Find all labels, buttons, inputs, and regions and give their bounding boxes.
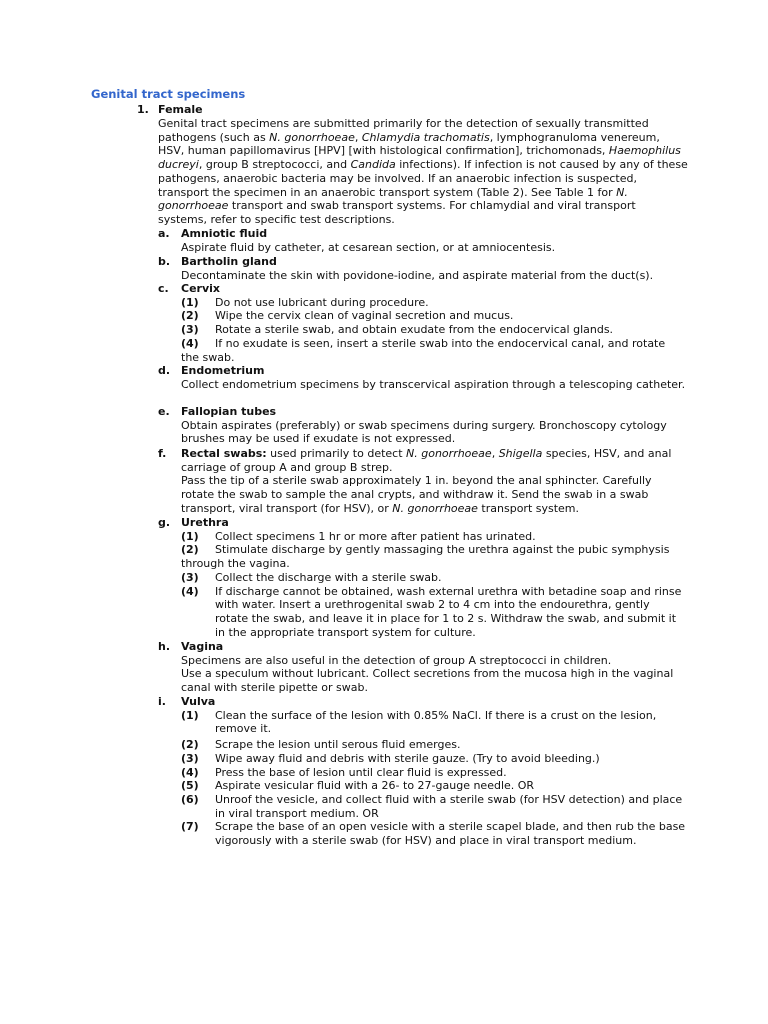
italic-term: N. gonorrhoeae	[406, 447, 492, 460]
sub-step-text: Unroof the vesicle, and collect fluid with a sterile swab (for HSV detection) and place in viral transport medium. OR	[215, 792, 683, 820]
text-run: Decontaminate the skin with povidone-iodine, and aspirate material from the duct(s).	[181, 268, 654, 282]
sub-step-text: Collect specimens 1 hr or more after patient has urinated.	[215, 529, 536, 543]
specimen-item	[158, 405, 688, 446]
item-title: Bartholin gland	[181, 255, 277, 268]
sub-step-text: Scrape the base of an open vesicle with a sterile scapel blade, and then rub the base vigorously with a sterile swab (for HSV) and place in viral transport medium.	[215, 820, 686, 848]
text-run: ,	[354, 130, 362, 144]
sub-step	[181, 752, 686, 766]
text-run: , lymphogranuloma venereum, HSV, human papillomavirus [HPV] [with histological confirmation], trichomonads,	[158, 130, 660, 158]
text-run: Pass the tip of a sterile swab approximately 1 in. beyond the anal sphincter. Carefully rotate the swab to sample the anal crypts, and withdraw it. Send the swab in a swab transport, viral transport (for HSV), or	[181, 474, 652, 515]
sub-step-number: (3)	[181, 323, 199, 337]
item-title-line	[181, 282, 688, 296]
specimen-item	[158, 282, 688, 364]
intro-paragraph	[158, 117, 688, 227]
specimen-item	[158, 364, 688, 391]
sub-step	[181, 820, 686, 847]
sub-step	[181, 709, 686, 736]
sub-step-number: (3)	[181, 570, 199, 584]
text-run: transport and swab transport systems. For chlamydial and viral transport systems, refer to specific test descriptions.	[158, 199, 636, 226]
italic-term: Shigella	[498, 447, 543, 460]
sub-step-number: (1)	[181, 708, 199, 722]
item-letter: c.	[158, 282, 169, 295]
specimen-item	[158, 640, 688, 695]
item-letter: g.	[158, 516, 171, 529]
item-title-line	[181, 516, 688, 530]
italic-term: Chlamydia trachomatis	[361, 130, 490, 144]
item-title-line	[181, 695, 688, 709]
sub-step	[181, 337, 686, 364]
item-title: Cervix	[181, 282, 220, 295]
sub-step-number: (4)	[181, 336, 199, 350]
text-run: species, HSV, and anal carriage of group A and group B strep.	[181, 447, 672, 474]
item-letter: d.	[158, 364, 171, 377]
text-run: transport system.	[477, 501, 580, 515]
sub-step-text: Aspirate vesicular fluid with a 26- to 27-gauge needle. OR	[215, 779, 535, 793]
sub-step-text: Clean the surface of the lesion with 0.85% NaCl. If there is a crust on the lesion, remove it.	[215, 708, 657, 736]
item-letter: h.	[158, 640, 171, 653]
item-title: Urethra	[181, 516, 229, 529]
item-title-line	[181, 447, 688, 474]
item-letter: a.	[158, 227, 170, 240]
sub-step-text: Scrape the lesion until serous fluid emerges.	[215, 738, 461, 752]
sub-step	[181, 738, 686, 752]
item-title: Amniotic fluid	[181, 227, 268, 240]
sub-step	[181, 296, 686, 310]
item-title: Endometrium	[181, 364, 265, 377]
sub-step-text: Press the base of lesion until clear fluid is expressed.	[215, 765, 507, 779]
italic-term: N. gonorrhoeae	[269, 130, 355, 144]
item-body	[181, 378, 686, 392]
text-run: Specimens are also useful in the detection of group A streptococci in children.	[181, 653, 612, 667]
sub-step-text: Wipe the cervix clean of vaginal secretion and mucus.	[215, 309, 514, 323]
item-title-line	[181, 364, 688, 378]
item-title-line	[181, 405, 688, 419]
sub-step-text: If discharge cannot be obtained, wash external urethra with betadine soap and rinse with water. Insert a urethrogenital swab 2 to 4 cm into the endourethra, gently rotate the swab, and leave it in place for 1 to 2 s. Withdraw the swab, and submit it in the appropriate transport system for culture.	[215, 584, 682, 639]
italic-term: Haemophilus ducreyi	[158, 144, 681, 172]
item-title-line	[181, 255, 688, 269]
section-title: Female	[158, 103, 203, 116]
sub-step-number: (2)	[181, 738, 199, 752]
sub-step	[181, 779, 686, 793]
text-run: Genital tract specimens are submitted primarily for the detection of sexually transmitted pathogens (such as	[158, 117, 649, 144]
page-heading: Genital tract specimens	[91, 87, 246, 101]
text-run: Use a speculum without lubricant. Collect secretions from the mucosa high in the vaginal canal with sterile pipette or swab.	[181, 667, 674, 695]
sub-step	[181, 309, 686, 323]
sub-step-number: (6)	[181, 792, 199, 806]
sub-step-text: Wipe away fluid and debris with sterile gauze. (Try to avoid bleeding.)	[215, 751, 600, 765]
text-run: Aspirate fluid by catheter, at cesarean section, or at amniocentesis.	[181, 240, 556, 254]
sub-step-number: (7)	[181, 820, 199, 834]
sub-step-number: (5)	[181, 779, 199, 793]
specimen-item	[158, 227, 688, 254]
sub-step	[181, 323, 686, 337]
sub-step-number: (4)	[181, 765, 199, 779]
text-run: used primarily to detect	[266, 447, 407, 460]
italic-term: N. gonorrhoeae	[158, 185, 628, 213]
text-run: Collect endometrium specimens by transcervical aspiration through a telescoping catheter.	[181, 377, 686, 391]
sub-step-number: (1)	[181, 295, 199, 309]
italic-term: N. gonorrhoeae	[392, 501, 478, 515]
sub-step-number: (2)	[181, 543, 199, 557]
item-letter: e.	[158, 405, 170, 418]
sub-step	[181, 585, 686, 640]
item-title: Vagina	[181, 640, 224, 653]
sub-step	[181, 793, 686, 820]
sub-step	[181, 571, 686, 585]
item-title-line	[181, 640, 688, 654]
text-run: , group B streptococci, and	[198, 158, 351, 172]
item-body	[181, 241, 686, 255]
item-title: Fallopian tubes	[181, 405, 277, 418]
sub-step-number: (2)	[181, 309, 199, 323]
italic-term: Candida	[350, 158, 396, 172]
sub-step-text: Rotate a sterile swab, and obtain exudate from the endocervical glands.	[215, 323, 614, 337]
item-body	[181, 269, 686, 283]
sub-step-text: Collect the discharge with a sterile swab.	[215, 570, 442, 584]
sub-step-text: Stimulate discharge by gently massaging the urethra against the pubic symphysis through the vagina.	[181, 543, 670, 571]
item-letter: i.	[158, 695, 166, 708]
sub-step-number: (3)	[181, 751, 199, 765]
item-letter: f.	[158, 447, 167, 460]
specimen-item	[158, 447, 688, 516]
item-body	[181, 654, 686, 668]
sub-step	[181, 543, 686, 570]
sub-step-number: (4)	[181, 584, 199, 598]
sub-step-text: If no exudate is seen, insert a sterile swab into the endocervical canal, and rotate the swab.	[181, 336, 666, 364]
item-title: Vulva	[181, 695, 216, 708]
item-title: Rectal swabs:	[181, 447, 267, 460]
sub-step-number: (1)	[181, 529, 199, 543]
item-body	[181, 667, 686, 694]
specimen-item	[158, 255, 688, 282]
specimen-item	[158, 516, 688, 639]
text-run: Obtain aspirates (preferably) or swab specimens during surgery. Bronchoscopy cytology brushes may be used if exudate is not expressed.	[181, 418, 667, 446]
item-body	[181, 474, 686, 515]
sub-step	[181, 530, 686, 544]
item-letter: b.	[158, 255, 171, 268]
sub-step-text: Do not use lubricant during procedure.	[215, 295, 429, 309]
text-run: ,	[491, 447, 499, 460]
section-number: 1.	[137, 103, 149, 116]
specimen-item	[158, 695, 688, 848]
text-run: infections). If infection is not caused by any of these pathogens, anaerobic bacteria may be involved. If an anaerobic infection is suspected, transport the specimen in an anaerobic transport system (Table 2). See Table 1 for	[158, 158, 688, 199]
item-title-line	[181, 227, 688, 241]
sub-step	[181, 766, 686, 780]
item-body	[181, 419, 686, 446]
